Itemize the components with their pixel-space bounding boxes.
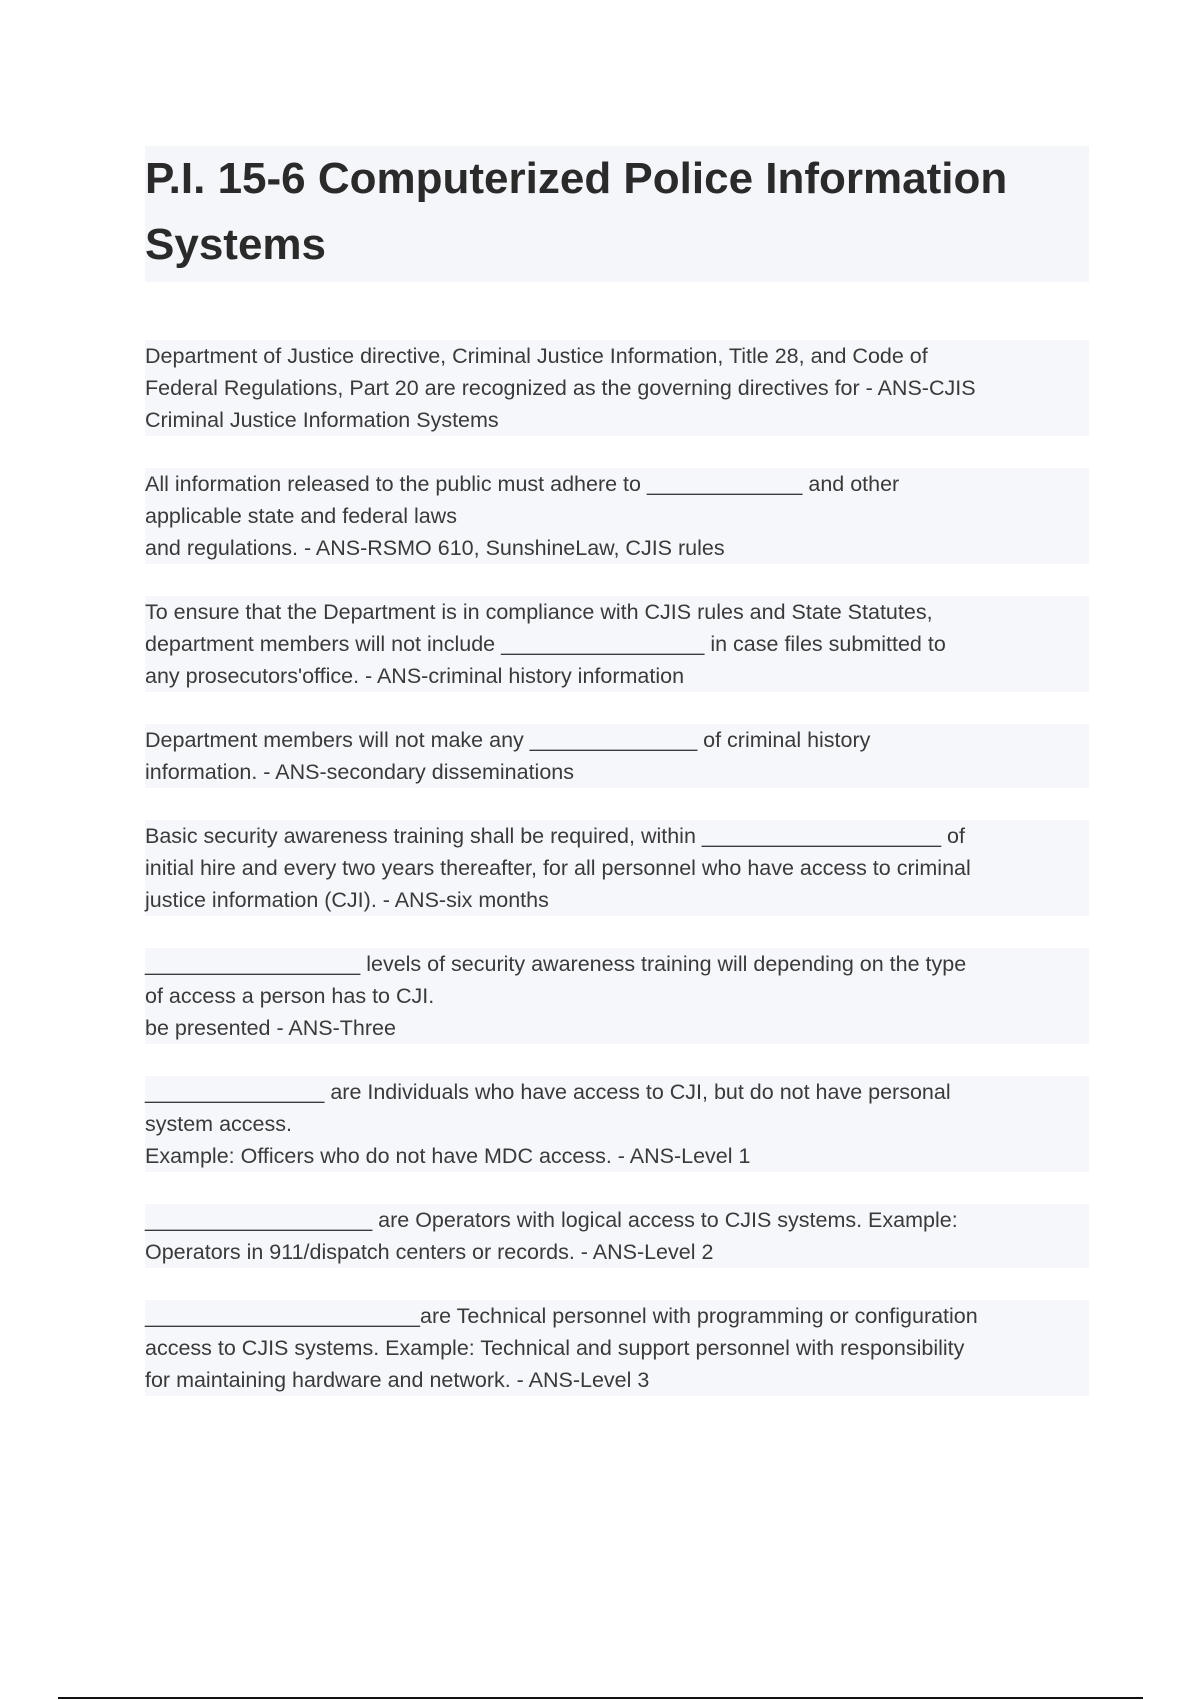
qa-item: ___________________ are Operators with logical access to CJIS systems. Example: Operators in 911/dispatch centers or records. - ANS-Level 2 [145, 1204, 1089, 1268]
qa-list [145, 340, 1089, 1396]
page-title: P.I. 15-6 Computerized Police Information Systems [145, 154, 1008, 269]
qa-item: _______________ are Individuals who have access to CJI, but do not have personal system access. Example: Officers who do not have MDC access. - ANS-Level 1 [145, 1076, 1089, 1172]
qa-item: To ensure that the Department is in compliance with CJIS rules and State Statutes, department members will not include _________________ in case files submitted to any prosecutors'office. - ANS-criminal history information [145, 596, 1089, 692]
qa-item: __________________ levels of security awareness training will depending on the type of access a person has to CJI. be presented - ANS-Three [145, 948, 1089, 1044]
footer-divider [58, 1697, 1143, 1699]
qa-item: _______________________are Technical personnel with programming or configuration access to CJIS systems. Example: Technical and support personnel with responsibility for maintaining hardware and network. - ANS-Level 3 [145, 1300, 1089, 1396]
qa-item: All information released to the public must adhere to _____________ and other applicable state and federal laws and regulations. - ANS-RSMO 610, SunshineLaw, CJIS rules [145, 468, 1089, 564]
qa-item: Department of Justice directive, Criminal Justice Information, Title 28, and Code of Federal Regulations, Part 20 are recognized as the governing directives for - ANS-CJIS Criminal Justice Information Systems [145, 340, 1089, 436]
title-block [145, 146, 1089, 282]
qa-item: Department members will not make any ______________ of criminal history information. - ANS-secondary disseminations [145, 724, 1089, 788]
qa-item: Basic security awareness training shall be required, within ____________________ of initial hire and every two years thereafter, for all personnel who have access to criminal justice information (CJI). - ANS-six months [145, 820, 1089, 916]
